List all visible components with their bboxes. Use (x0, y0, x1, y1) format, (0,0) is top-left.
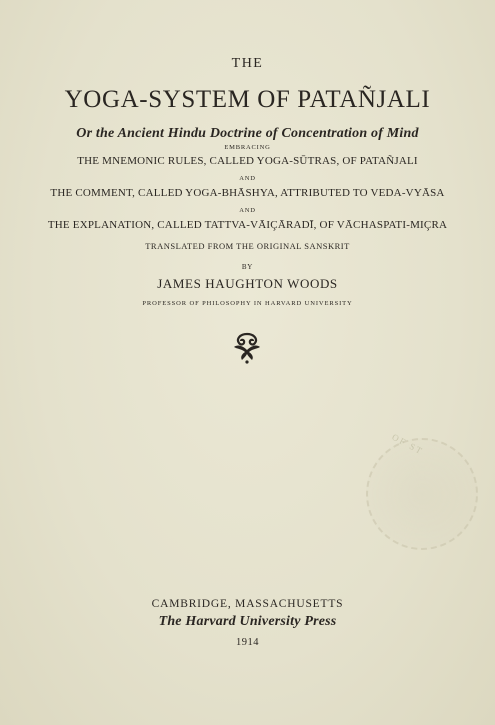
contents-line-1: THE MNEMONIC RULES, CALLED YOGA-SŪTRAS, OF PATAÑJALI (77, 155, 418, 167)
embracing-label: EMBRACING (224, 144, 271, 151)
contents-line-3: THE EXPLANATION, CALLED TATTVA-VĀIÇĀRADĪ, OF VĀCHASPATI-MIÇRA (47, 219, 448, 231)
publication-year: 1914 (236, 637, 259, 648)
author-affiliation: PROFESSOR OF PHILOSOPHY IN HARVARD UNIVERSITY (142, 300, 353, 307)
stamp-lettering: OF ST (390, 431, 426, 457)
contents-line-2: THE COMMENT, CALLED YOGA-BHĀSHYA, ATTRIBUTED TO VEDA-VYĀSA (50, 187, 445, 199)
and-connector-1: AND (239, 175, 256, 182)
fleuron-ornament-icon (230, 332, 264, 364)
author-name: JAMES HAUGHTON WOODS (157, 276, 338, 291)
book-title: YOGA-SYSTEM OF PATAÑJALI (64, 86, 431, 113)
translation-note: TRANSLATED FROM THE ORIGINAL SANSKRIT (145, 241, 350, 251)
library-stamp (366, 431, 478, 550)
book-subtitle: Or the Ancient Hindu Doctrine of Concentration of Mind (76, 126, 419, 141)
publisher-name: The Harvard University Press (158, 614, 337, 629)
by-label: BY (241, 263, 254, 271)
title-article: THE (231, 56, 264, 71)
publisher-city: CAMBRIDGE, MASSACHUSETTS (151, 598, 344, 610)
and-connector-2: AND (239, 207, 256, 214)
